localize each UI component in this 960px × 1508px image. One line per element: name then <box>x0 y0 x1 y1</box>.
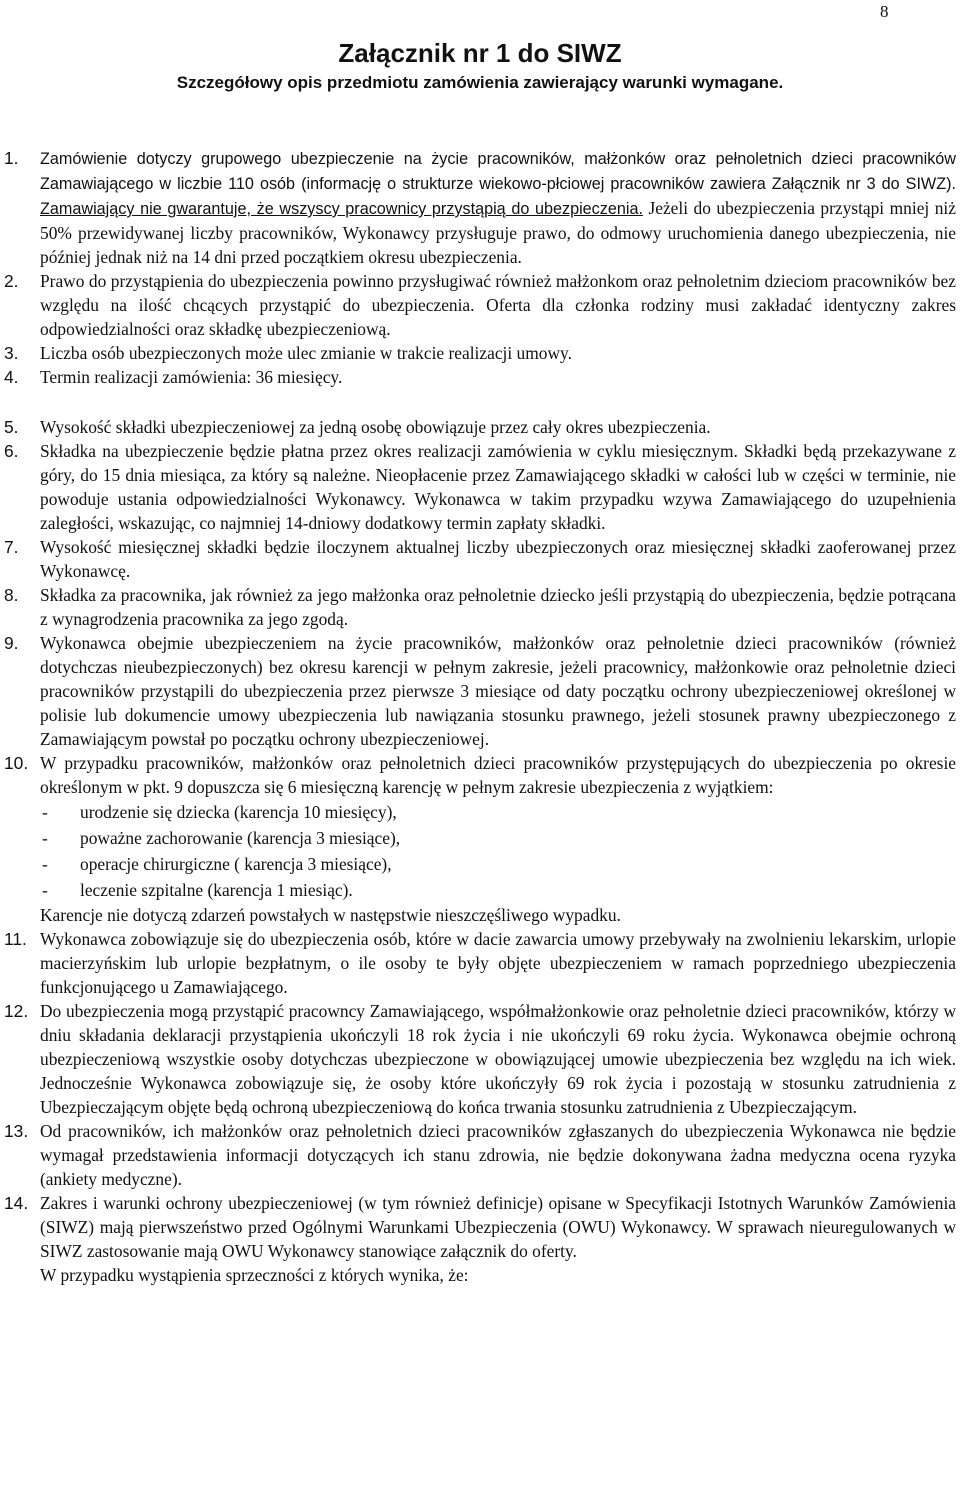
item-text: Jeżeli do ubezpieczenia przystąpi mniej niż 50% przewidywanej liczby pracowników, Wykonawcy przysługuje prawo, do odmowy uruchomienia danego ubezpieczenia, nie później jednak niż na 14 dni przed początkiem okresu ubezpieczenia. <box>40 198 956 267</box>
item-text: Składka za pracownika, jak również za jego małżonka oraz pełnoletnie dziecko jeśli przystąpią do ubezpieczenia, będzie potrącana z wynagrodzenia pracownika za jego zgodą. <box>40 585 956 629</box>
list-item-5 <box>0 415 960 439</box>
item-text: Termin realizacji zamówienia: 36 miesięcy. <box>40 367 343 387</box>
item-text: Prawo do przystąpienia do ubezpieczenia powinno przysługiwać również małżonkom oraz pełnoletnim dzieciom pracowników bez względu na ilość chcących przystąpić do ubezpieczenia. Oferta dla członka rodziny musi zakładać identyczny zakres odpowiedzialności oraz składkę ubezpieczeniową. <box>40 271 956 339</box>
exception-item <box>0 851 960 877</box>
exception-item <box>0 799 960 825</box>
item-text: Wysokość składki ubezpieczeniowej za jedną osobę obowiązuje przez cały okres ubezpieczenia. <box>40 417 711 437</box>
item-number: 8. <box>4 585 19 605</box>
item-number: 12. <box>4 1001 29 1021</box>
item-number: 13. <box>4 1121 29 1141</box>
list-item-7 <box>0 535 960 583</box>
item-number: 10. <box>4 753 29 773</box>
list-item-4 <box>0 365 960 389</box>
item-text: Od pracowników, ich małżonków oraz pełnoletnich dzieci pracowników zgłaszanych do ubezpieczenia Wykonawca nie będzie wymagał przedstawienia informacji dotyczących ich stanu zdrowia, nie będzie dokonywana żadna medyczna ocena ryzyka (ankiety medyczne). <box>40 1121 956 1189</box>
dash-bullet: - <box>42 828 48 848</box>
exception-text: poważne zachorowanie (karencja 3 miesiące), <box>80 828 401 848</box>
item-text: Liczba osób ubezpieczonych może ulec zmianie w trakcie realizacji umowy. <box>40 343 572 363</box>
item-number: 11. <box>4 929 27 949</box>
item-number: 7. <box>4 537 19 557</box>
item-text: W przypadku pracowników, małżonków oraz pełnoletnich dzieci pracowników przystępujących do ubezpieczenia po okresie określonym w pkt. 9 dopuszcza się 6 miesięczną karencję w pełnym zakresie ubezpieczenia z wyjątkiem: <box>40 753 956 797</box>
page-number: 8 <box>880 2 889 21</box>
list-item-12 <box>0 999 960 1119</box>
list-item-6 <box>0 439 960 535</box>
item-number: 2. <box>4 271 19 291</box>
list-item-14 <box>0 1191 960 1263</box>
exception-text: urodzenie się dziecka (karencja 10 miesięcy), <box>80 802 397 822</box>
list-item-3 <box>0 341 960 365</box>
item-text-underlined: Zamawiający nie gwarantuje, że wszyscy pracownicy przystąpią do ubezpieczenia. <box>40 200 643 218</box>
exception-text: leczenie szpitalne (karencja 1 miesiąc). <box>80 880 353 900</box>
list-item-11 <box>0 927 960 999</box>
exception-item <box>0 877 960 903</box>
list-item-2 <box>0 269 960 341</box>
page-title: Załącznik nr 1 do SIWZ <box>338 38 622 68</box>
item-text: Wykonawca zobowiązuje się do ubezpieczenia osób, które w dacie zawarcia umowy przebywały na zwolnieniu lekarskim, urlopie macierzyńskim lub urlopie bezpłatnym, o ile osoby te były objęte ubezpieczeniem w ramach poprzedniego ubezpieczenia funkcjonującego u Zamawiającego. <box>40 929 956 997</box>
item-number: 1. <box>4 148 19 168</box>
final-line: W przypadku wystąpienia sprzeczności z których wynika, że: <box>40 1265 469 1285</box>
item-text: Zakres i warunki ochrony ubezpieczeniowej (w tym również definicje) opisane w Specyfikacji Istotnych Warunków Zamówienia (SIWZ) mają pierwszeństwo przed Ogólnymi Warunkami Ubezpieczenia (OWU) Wykonawcy. W sprawach nieuregulowanych w SIWZ zastosowanie mają OWU Wykonawcy stanowiące załącznik do oferty. <box>40 1193 956 1261</box>
item-text: Składka na ubezpieczenie będzie płatna przez okres realizacji zamówienia w cyklu miesięcznym. Składki będą przekazywane z góry, do 15 dnia miesiąca, za który są należne. Nieopłacenie przez Zamawiającego składki w całości lub w części w terminie, nie powoduje ustania odpowiedzialności Wykonawcy. Wykonawca w takim przypadku wzywa Zamawiającego do uzupełnienia zaległości, wskazując, co najmniej 14-dniowy dodatkowy termin zapłaty składki. <box>40 441 956 533</box>
item-number: 9. <box>4 633 19 653</box>
list-item-9 <box>0 631 960 751</box>
exception-text: operacje chirurgiczne ( karencja 3 miesiące), <box>80 854 392 874</box>
page-subtitle: Szczegółowy opis przedmiotu zamówienia zawierający warunki wymagane. <box>176 73 784 92</box>
item-text: Wykonawca obejmie ubezpieczeniem na życie pracowników, małżonków oraz pełnoletnie dzieci pracowników (również dotychczas nieubezpieczonych) bez okresu karencji w pełnym zakresie, jeżeli pracownicy, małżonkowie oraz pełnoletnie dzieci pracowników przystąpili do ubezpieczenia przez pierwsze 3 miesiące od daty początku ochrony ubezpieczeniowej określonej w polisie lub dokumencie umowy ubezpieczenia lub nawiązania stosunku prawnego, jeżeli stosunek prawny ubezpieczonego z Zamawiającym powstał po początku ochrony ubezpieczeniowej. <box>40 633 956 749</box>
spacer <box>0 389 960 415</box>
document-body <box>0 146 960 1287</box>
karencje-note: Karencje nie dotyczą zdarzeń powstałych w następstwie nieszczęśliwego wypadku. <box>40 905 621 925</box>
item-text: Wysokość miesięcznej składki będzie iloczynem aktualnej liczby ubezpieczonych oraz miesięcznej składki zaoferowanej przez Wykonawcę. <box>40 537 956 581</box>
item-number: 3. <box>4 343 19 363</box>
item-number: 6. <box>4 441 19 461</box>
item-number: 14. <box>4 1193 29 1213</box>
item-number: 5. <box>4 417 19 437</box>
dash-bullet: - <box>42 880 48 900</box>
list-item-8 <box>0 583 960 631</box>
exception-item <box>0 825 960 851</box>
list-item-1 <box>0 146 960 269</box>
list-item-10 <box>0 751 960 799</box>
list-item-13 <box>0 1119 960 1191</box>
item-number: 4. <box>4 367 19 387</box>
dash-bullet: - <box>42 802 48 822</box>
dash-bullet: - <box>42 854 48 874</box>
item-text: Do ubezpieczenia mogą przystąpić pracowncy Zamawiającego, współmałżonkowie oraz pełnoletnie dzieci pracowników, którzy w dniu składania deklaracji przystąpienia ukończyli 18 rok życia i nie ukończyli 69 roku życia. Wykonawca obejmie ochroną ubezpieczeniową wszystkie osoby dotychczas ubezpieczone w obowiązującej umowie ubezpieczenia bez względu na ich wiek. Jednocześnie Wykonawca zobowiązuje się, że osoby które ukończyły 69 rok życia i pozostają w stosunku zatrudnienia z Ubezpieczającym objęte będą ochroną ubezpieczeniową do końca trwania stosunku zatrudnienia z Ubezpieczającym. <box>40 1001 956 1117</box>
item-text: Zamówienie dotyczy grupowego ubezpieczenie na życie pracowników, małżonków oraz pełnoletnich dzieci pracowników Zamawiającego w liczbie 110 osób (informację o strukturze wiekowo-płciowej pracowników zawiera Załącznik nr 3 do SIWZ). <box>40 150 956 193</box>
